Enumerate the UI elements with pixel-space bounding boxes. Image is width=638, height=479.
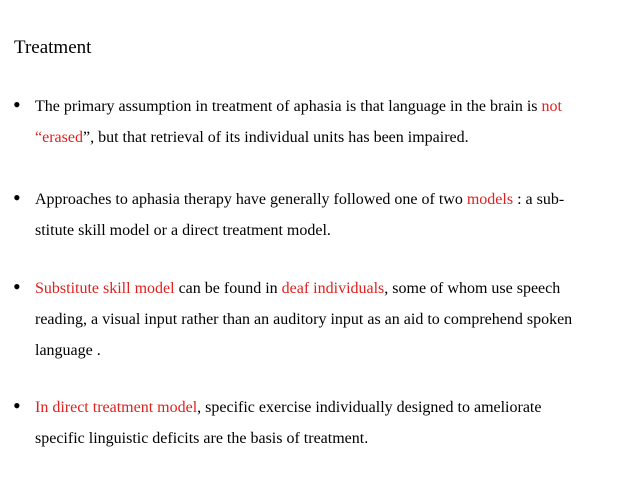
bullet-dot-icon: •	[13, 274, 21, 299]
body-text: The primary assumption in treatment of aphasia is that language in the brain is	[35, 98, 542, 115]
body-text: can be found in	[174, 280, 282, 297]
body-text: reading, a visual input rather than an auditory input as an aid to comprehend spoken	[35, 311, 573, 328]
body-text: , some of whom use speech	[384, 280, 561, 297]
body-text: , specific exercise individually designed to ameliorate	[197, 399, 542, 416]
bullet-text	[35, 91, 631, 153]
bullet-line	[35, 91, 631, 122]
body-text: stitute skill model or a direct treatment model.	[35, 222, 331, 239]
bullet-text	[35, 392, 631, 454]
highlighted-text: “erased	[35, 129, 83, 146]
bullet-dot-icon: •	[13, 393, 21, 418]
body-text: : a sub-	[513, 191, 565, 208]
highlighted-text: Substitute skill model	[35, 280, 175, 297]
highlighted-text: In direct treatment model	[35, 399, 198, 416]
highlighted-text: deaf individuals	[281, 280, 385, 297]
bullet-dot-icon: •	[13, 92, 21, 117]
highlighted-text: models	[466, 191, 514, 208]
bullet-line	[35, 392, 631, 423]
body-text: specific linguistic deficits are the basis of treatment.	[35, 430, 369, 447]
bullet-line	[35, 184, 631, 215]
body-text: ”, but that retrieval of its individual units has been impaired.	[82, 129, 469, 146]
body-text: Approaches to aphasia therapy have generally followed one of two	[35, 191, 467, 208]
slide-title: Treatment	[14, 37, 92, 58]
bullet-line	[35, 335, 631, 366]
body-text: language .	[35, 342, 101, 359]
bullet-line	[35, 122, 631, 153]
bullet-line	[35, 304, 631, 335]
bullet-text	[35, 273, 631, 366]
bullet-line	[35, 273, 631, 304]
bullet-text	[35, 184, 631, 246]
bullet-dot-icon: •	[13, 185, 21, 210]
bullet-line	[35, 423, 631, 454]
highlighted-text: not	[541, 98, 562, 115]
bullet-line	[35, 215, 631, 246]
